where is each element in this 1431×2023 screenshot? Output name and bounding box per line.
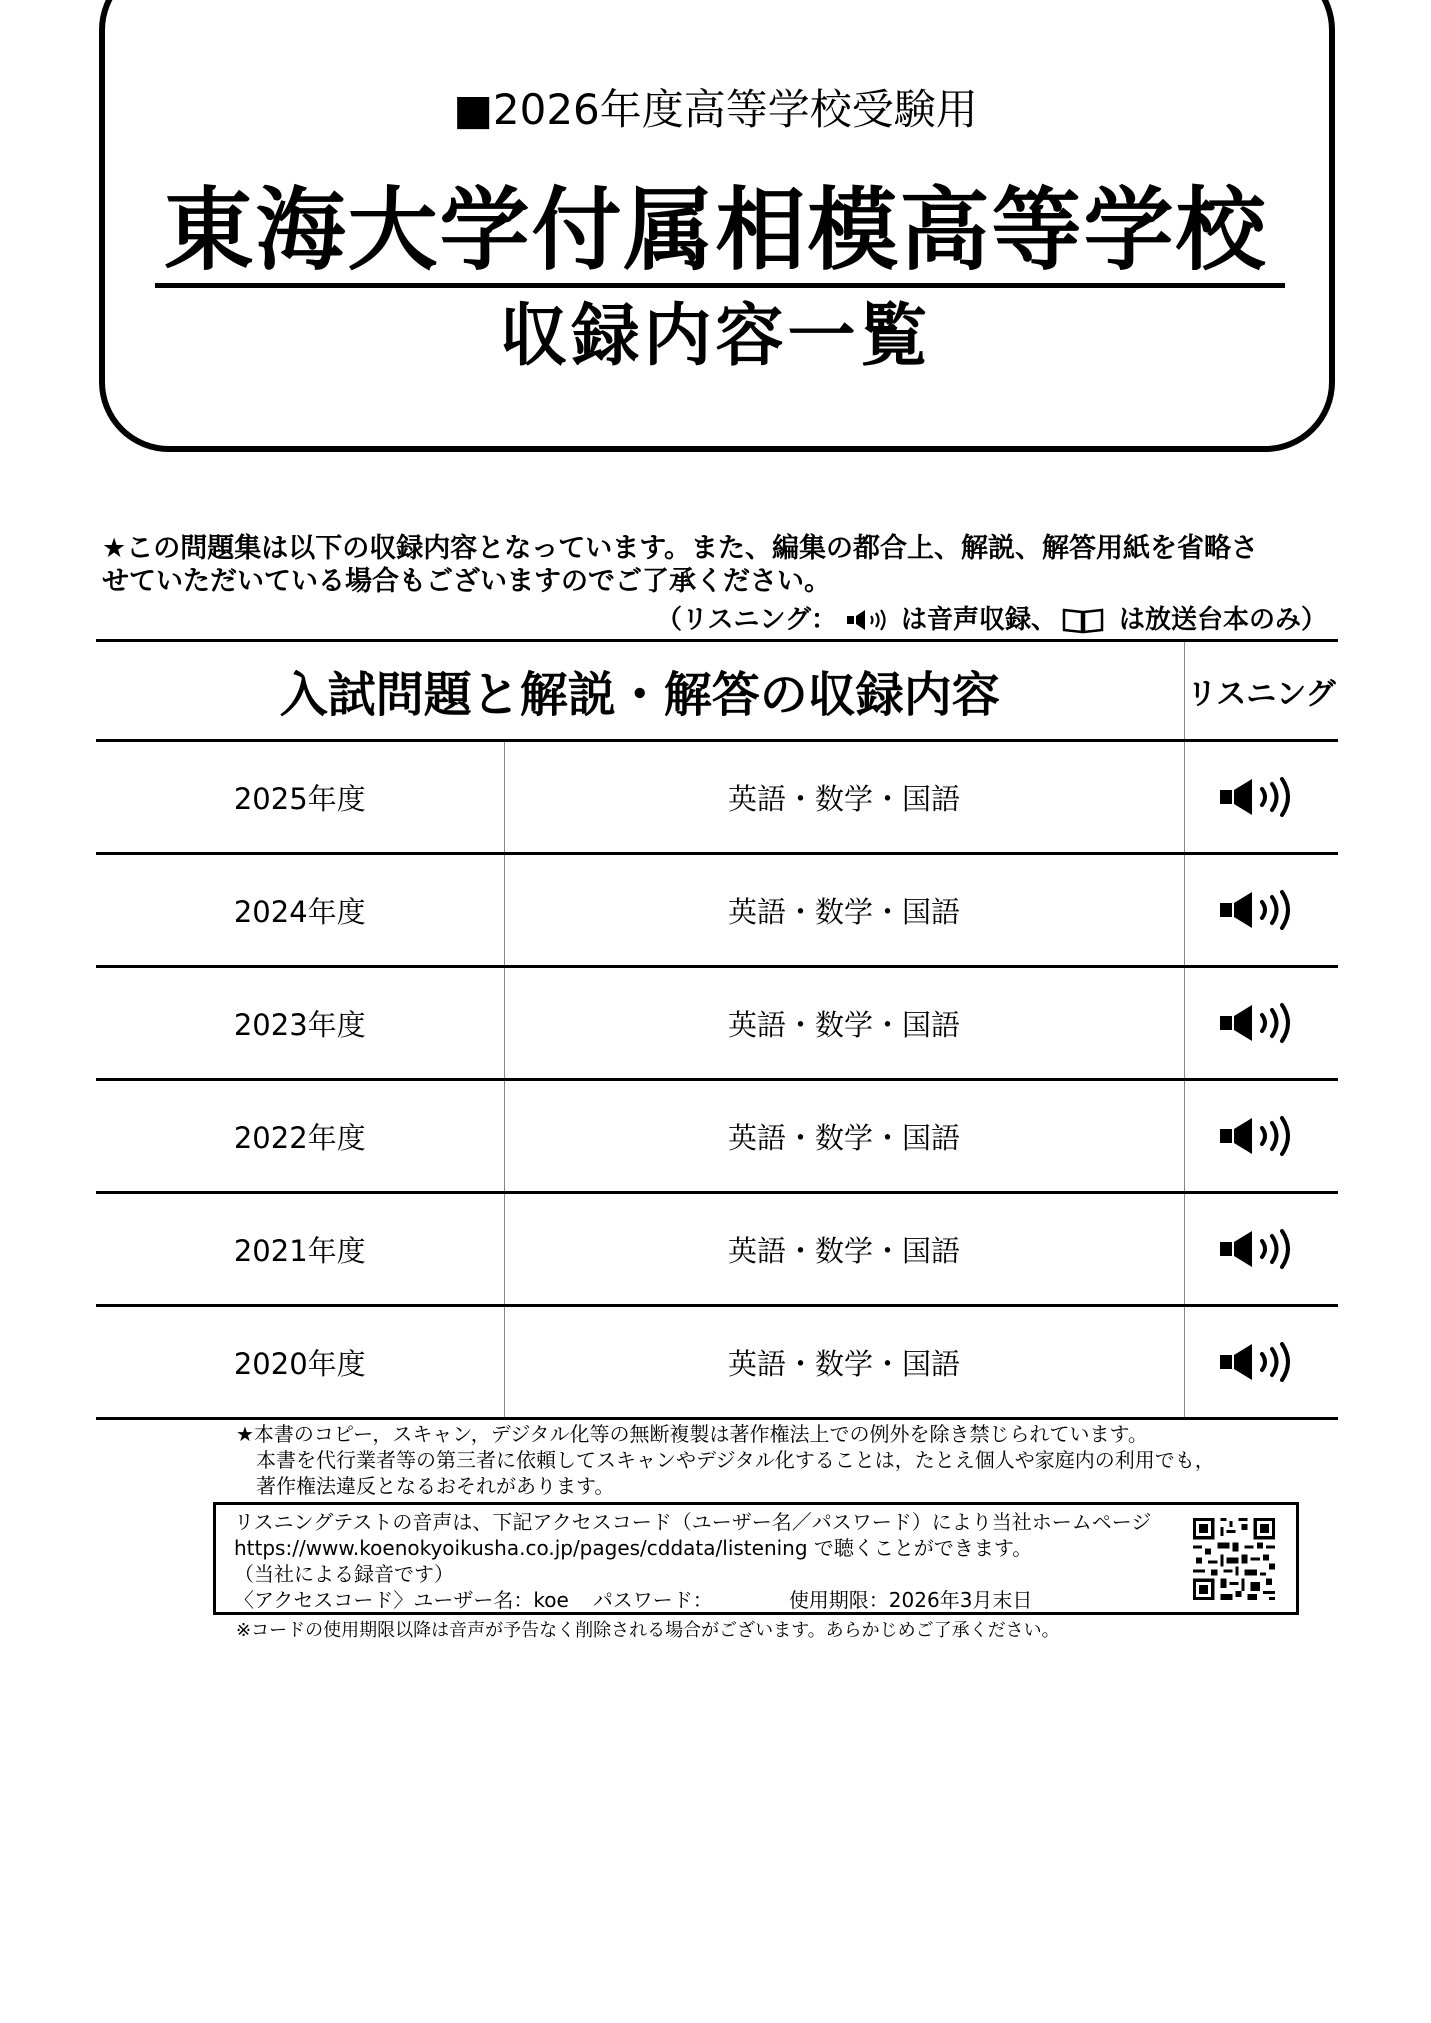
contents-notice bbox=[102, 532, 1342, 598]
row-subjects: 英語・数学・国語 bbox=[504, 967, 1184, 1080]
legend-prefix: （リスニング： bbox=[656, 605, 837, 635]
row-subjects: 英語・数学・国語 bbox=[504, 1306, 1184, 1419]
row-listening bbox=[1184, 741, 1338, 854]
expiry-date: 使用期限：2026年3月末日 bbox=[788, 1588, 1033, 1612]
exam-year-label: ■2026年度高等学校受験用 bbox=[453, 85, 978, 134]
access-text bbox=[234, 1509, 1174, 1613]
legend-script-text: は放送台本のみ） bbox=[1118, 605, 1327, 635]
code-expiry-footnote: ※コードの使用期限以降は音声が予告なく削除される場合がございます。あらかじめご了承ください。 bbox=[236, 1620, 1060, 1641]
header-listening: リスニング bbox=[1184, 641, 1338, 741]
row-listening bbox=[1184, 1080, 1338, 1193]
username-label: 〈アクセスコード〉ユーザー名：koe bbox=[234, 1588, 569, 1612]
legend-audio-text: は音声収録、 bbox=[900, 605, 1057, 635]
audio-icon bbox=[1216, 1003, 1306, 1043]
audio-icon bbox=[1216, 1116, 1306, 1156]
audio-icon bbox=[1216, 890, 1306, 930]
table-row bbox=[96, 854, 1338, 967]
access-credentials bbox=[234, 1587, 1174, 1613]
title-underline bbox=[155, 283, 1285, 288]
qr-code-icon[interactable] bbox=[1190, 1515, 1278, 1603]
row-year: 2020年度 bbox=[96, 1306, 504, 1419]
copyright-line-3: 著作権法違反となるおそれがあります。 bbox=[256, 1474, 615, 1498]
table-row bbox=[96, 967, 1338, 1080]
table-row bbox=[96, 1193, 1338, 1306]
row-subjects: 英語・数学・国語 bbox=[504, 741, 1184, 854]
audio-icon bbox=[1216, 1229, 1306, 1269]
row-year: 2025年度 bbox=[96, 741, 504, 854]
open-book-icon bbox=[1061, 606, 1105, 634]
row-listening bbox=[1184, 967, 1338, 1080]
copyright-line-2: 本書を代行業者等の第三者に依頼してスキャンやデジタル化することは，たとえ個人や家庭内の利用でも， bbox=[256, 1448, 1215, 1472]
audio-icon bbox=[845, 608, 893, 632]
table-row bbox=[96, 1306, 1338, 1419]
table-header-row bbox=[96, 641, 1338, 741]
audio-icon bbox=[1216, 777, 1306, 817]
school-name-title: 東海大学付属相模高等学校 bbox=[163, 178, 1268, 283]
password-label: パスワード： bbox=[592, 1588, 713, 1612]
row-year: 2021年度 bbox=[96, 1193, 504, 1306]
listening-legend bbox=[656, 603, 1327, 637]
row-year: 2024年度 bbox=[96, 854, 504, 967]
row-year: 2023年度 bbox=[96, 967, 504, 1080]
notice-line-1: ★この問題集は以下の収録内容となっています。また、編集の都合上、解説、解答用紙を省略さ bbox=[102, 533, 1259, 564]
row-subjects: 英語・数学・国語 bbox=[504, 1193, 1184, 1306]
page-subtitle: 収録内容一覧 bbox=[499, 297, 932, 376]
row-listening bbox=[1184, 1306, 1338, 1419]
contents-table bbox=[96, 639, 1338, 1420]
header-contents: 入試問題と解説・解答の収録内容 bbox=[96, 641, 1184, 741]
access-code-box bbox=[213, 1502, 1299, 1615]
audio-icon bbox=[1216, 1342, 1306, 1382]
notice-line-2: せていただいている場合もございますのでご了承ください。 bbox=[102, 566, 831, 597]
table-row bbox=[96, 741, 1338, 854]
row-year: 2022年度 bbox=[96, 1080, 504, 1193]
row-listening bbox=[1184, 1193, 1338, 1306]
row-subjects: 英語・数学・国語 bbox=[504, 1080, 1184, 1193]
access-line-1: リスニングテストの音声は、下記アクセスコード（ユーザー名／パスワード）により当社ホームページ bbox=[234, 1510, 1152, 1534]
copyright-line-1: ★本書のコピー，スキャン，デジタル化等の無断複製は著作権法上での例外を除き禁じられています。 bbox=[236, 1422, 1148, 1446]
table-row bbox=[96, 1080, 1338, 1193]
access-line-3: （当社による録音です） bbox=[234, 1562, 454, 1586]
listening-url[interactable]: https://www.koenokyoikusha.co.jp/pages/cddata/listening で聴くことができます。 bbox=[234, 1536, 1033, 1560]
row-listening bbox=[1184, 854, 1338, 967]
copyright-notice bbox=[236, 1421, 1296, 1499]
row-subjects: 英語・数学・国語 bbox=[504, 854, 1184, 967]
